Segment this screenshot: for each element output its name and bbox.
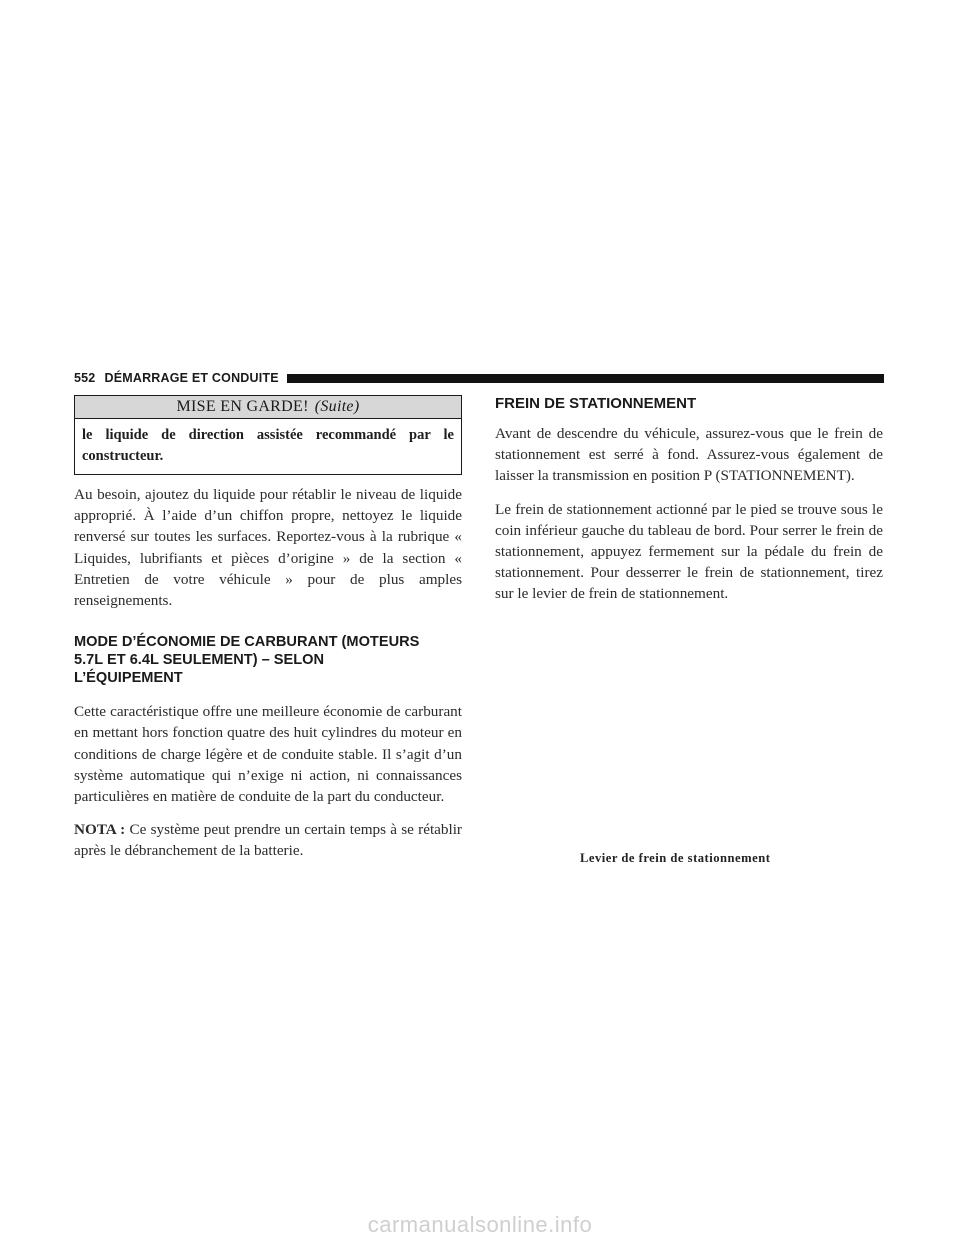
fluid-paragraph: Au besoin, ajoutez du liquide pour rétablir le niveau de liquide approprié. À l’aide d’un chiffon propre, nettoyez le liquide renversé sur toutes les surfaces. Reportez-vous à la rubrique « Liquides, lubrifiants et pièces d’origine » de la section « Entretien de votre véhicule » pour de plus amples renseignements. (74, 486, 462, 610)
left-column (74, 395, 462, 862)
nota-text: Ce système peut prendre un certain temps à se rétablir après le débranchement de la batterie. (74, 821, 462, 860)
heading-line-2: 5.7L ET 6.4L SEULEMENT) – SELON (74, 652, 325, 669)
heading-line-1: MODE D’ÉCONOMIE DE CARBURANT (MOTEURS (74, 634, 420, 651)
warning-text: le liquide de direction assistée recommandé par le constructeur. (82, 427, 454, 464)
fuel-economy-heading (74, 633, 462, 687)
warning-title (75, 396, 461, 419)
fuel-economy-paragraph: Cette caractéristique offre une meilleure économie de carburant en mettant hors fonction quatre des huit cylindres du moteur en conditions de charge légère et de conduite stable. Il s’agit d’un système automatique qui n’exige ni action, ni connaissances particulières en matière de conduite de la part du conducteur. (74, 703, 462, 806)
right-column (495, 395, 883, 605)
parking-brake-paragraph-2: Le frein de stationnement actionné par le pied se trouve sous le coin inférieur gauche du tableau de bord. Pour serrer le frein de stationnement, appuyez fermement sur la pédale du frein de stationnement. Pour desserrer le frein de stationnement, tirez sur le levier de frein de stationnement. (495, 500, 883, 603)
section-title: DÉMARRAGE ET CONDUITE (104, 371, 279, 385)
nota-paragraph (74, 819, 462, 861)
heading-line-3: L’ÉQUIPEMENT (74, 670, 183, 687)
running-header (74, 368, 884, 388)
parking-brake-heading: FREIN DE STATIONNEMENT (495, 395, 697, 412)
parking-brake-paragraph-1: Avant de descendre du véhicule, assurez-vous que le frein de stationnement est serré à fond. Assurez-vous également de laisser la transmission en position P (STATIONNEMENT). (495, 425, 883, 485)
warning-box (74, 395, 462, 475)
watermark: carmanualsonline.info (367, 1212, 593, 1237)
warning-suffix: (Suite) (314, 398, 360, 415)
header-rule (287, 374, 884, 383)
warning-title-text: MISE EN GARDE! (176, 398, 309, 415)
page-number: 552 (74, 371, 96, 385)
nota-label: NOTA : (74, 821, 126, 839)
figure-caption: Levier de frein de stationnement (580, 851, 771, 865)
